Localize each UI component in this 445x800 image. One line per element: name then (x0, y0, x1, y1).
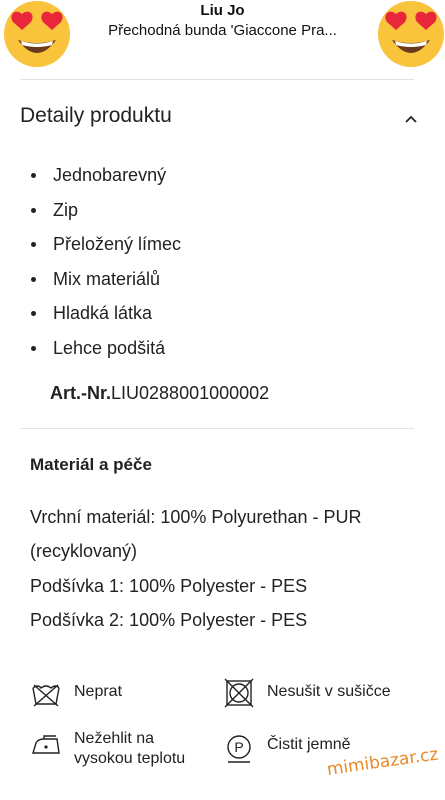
watermark: mimibazar.cz (325, 744, 440, 780)
material-line: Vrchní materiál: 100% Polyurethan - PUR (30, 507, 362, 527)
product-name: Přechodná bunda 'Giaccone Pra... (108, 22, 337, 39)
no-wash-icon (30, 680, 62, 708)
svg-text:P: P (234, 739, 244, 755)
care-label: Čistit jemně (267, 736, 351, 753)
material-line: (recyklovaný) (30, 541, 138, 561)
list-item: Zip (30, 195, 181, 230)
care-label: Nesušit v sušičce (267, 683, 391, 700)
care-no-iron-high (30, 729, 185, 769)
list-item: Přeložený límec (30, 229, 181, 264)
material-line: Podšívka 1: 100% Polyester - PES (30, 576, 308, 596)
list-item: Jednobarevný (30, 160, 181, 195)
section-title-details[interactable]: Detaily produktu (20, 104, 172, 127)
iron-low-heat-icon (30, 729, 62, 761)
care-no-dryer (224, 678, 391, 708)
care-label-line: vysokou teplotu (74, 750, 186, 767)
divider (20, 428, 414, 429)
no-tumble-dry-icon (224, 678, 254, 708)
care-label: Neprat (74, 683, 123, 700)
list-item: Mix materiálů (30, 264, 181, 299)
care-label-line: Nežehlit na (74, 730, 155, 747)
divider (20, 79, 414, 80)
chevron-up-icon[interactable] (400, 108, 422, 130)
material-line: Podšívka 2: 100% Polyester - PES (30, 610, 308, 630)
feature-list (30, 160, 181, 368)
article-number (50, 383, 269, 404)
brand-name: Liu Jo (200, 2, 245, 19)
article-number-value: LIU0288001000002 (111, 383, 270, 403)
heart-eyes-emoji-icon (2, 0, 72, 68)
care-no-wash (30, 680, 122, 708)
heart-eyes-emoji-icon (376, 0, 445, 68)
list-item: Hladká látka (30, 298, 181, 333)
article-number-label: Art.-Nr. (50, 383, 112, 403)
material-care-title: Materiál a péče (30, 455, 152, 474)
professional-clean-p-icon (224, 733, 254, 765)
care-label (74, 729, 185, 769)
list-item: Lehce podšitá (30, 333, 181, 368)
